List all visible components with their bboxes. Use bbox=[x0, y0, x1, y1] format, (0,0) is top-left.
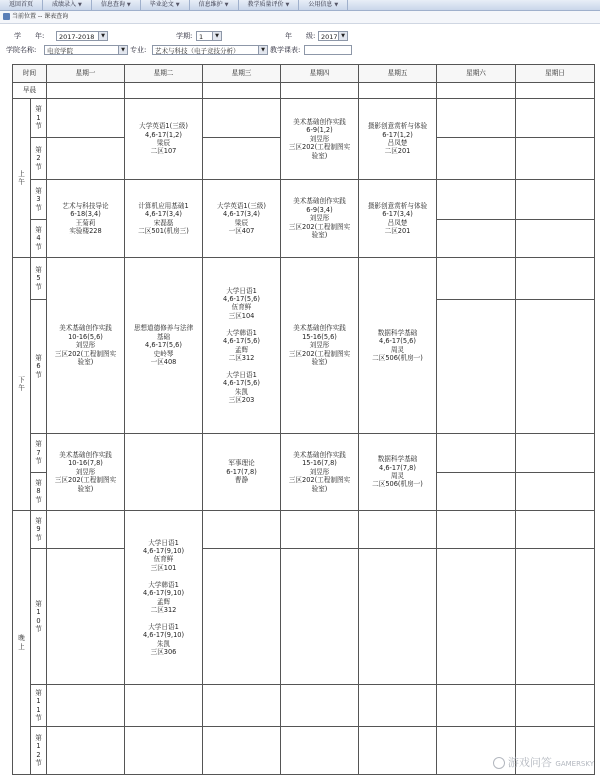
slot-2: 第 2 节 bbox=[31, 138, 47, 180]
morning-early-row bbox=[13, 83, 595, 99]
course-line: 一区408 bbox=[150, 358, 177, 367]
course-line: 三区202(工程制图实 bbox=[288, 143, 351, 152]
course-line: 大学英语1(三级) bbox=[217, 201, 266, 210]
course-line: 王菊莉 bbox=[75, 218, 96, 227]
table-row bbox=[13, 434, 595, 473]
course-line: 4,6-17(5,6) bbox=[223, 379, 260, 388]
course-line: 二区107 bbox=[150, 147, 177, 156]
course-cell-wed-78[interactable] bbox=[203, 434, 281, 511]
course-line: 刘昱彤 bbox=[309, 341, 330, 350]
course-cell-fri-34[interactable] bbox=[359, 180, 437, 258]
course-line: 实验楼228 bbox=[69, 226, 102, 235]
course-cell-fri-56[interactable] bbox=[359, 258, 437, 434]
course-line: 二区506(机房一) bbox=[372, 480, 423, 489]
course-line: 二区501(机房三) bbox=[138, 226, 189, 235]
course-line: 6-9(3,4) bbox=[306, 205, 333, 214]
course-line: 4,6-17(5,6) bbox=[379, 337, 416, 346]
course-cell-thu-78[interactable] bbox=[281, 434, 359, 511]
course-line: 大学日语1 bbox=[148, 622, 179, 631]
course-line: 曹静 bbox=[234, 476, 249, 485]
chevron-down-icon: ▼ bbox=[98, 32, 107, 40]
course-line bbox=[203, 362, 280, 370]
course-line: 4,6-17(3,4) bbox=[145, 210, 182, 219]
slot-9: 第 9 节 bbox=[31, 511, 47, 549]
course-line: 4,6-17(5,6) bbox=[223, 295, 260, 304]
course-line: 二区201 bbox=[384, 147, 411, 156]
course-line: 6-17(3,4) bbox=[382, 210, 413, 219]
slot-5: 第 5 节 bbox=[31, 258, 47, 300]
class-schedule-label: 教学课表: bbox=[270, 46, 301, 54]
chevron-down-icon: ▼ bbox=[224, 2, 229, 8]
course-cell-thu-56[interactable] bbox=[281, 258, 359, 434]
course-line: 美术基础创作实践 bbox=[293, 450, 346, 459]
course-line: 刘昱彤 bbox=[75, 467, 96, 476]
grade-label: 年 级: bbox=[285, 32, 316, 40]
menu-item-grade-entry[interactable]: 成绩录入 ▼ bbox=[43, 0, 92, 10]
course-line: 周灵 bbox=[390, 345, 405, 354]
course-cell-thu-12[interactable] bbox=[281, 99, 359, 180]
watermark: 游戏问答 GAMERSKY bbox=[493, 754, 594, 770]
course-line: 美术基础创作实践 bbox=[293, 197, 346, 206]
menu-item-info-query[interactable]: 信息查询 ▼ bbox=[92, 0, 141, 10]
slot-4: 第 4 节 bbox=[31, 220, 47, 258]
course-line: 验室) bbox=[311, 484, 328, 493]
year-select[interactable]: 2017-2018 ▼ bbox=[56, 31, 108, 41]
class-schedule-input[interactable] bbox=[304, 45, 352, 55]
course-line: 美术基础创作实践 bbox=[293, 117, 346, 126]
year-label: 学 年: bbox=[14, 32, 45, 40]
home-icon bbox=[3, 13, 10, 20]
course-line: 4,6-17(1,2) bbox=[145, 130, 182, 139]
course-line: 吕凤楚 bbox=[387, 139, 408, 147]
course-cell-mon-34[interactable] bbox=[47, 180, 125, 258]
table-row bbox=[13, 549, 595, 685]
slot-12: 第 1 2 节 bbox=[31, 727, 47, 775]
college-label: 学院名称: bbox=[6, 46, 37, 54]
course-line: 数据科学基础 bbox=[377, 328, 418, 337]
course-line: 验室) bbox=[77, 358, 94, 367]
course-line: 三区306 bbox=[150, 647, 177, 656]
course-line: 刘昱彤 bbox=[309, 467, 330, 476]
header-thu: 星期四 bbox=[281, 65, 359, 83]
course-line: 10-16(7,8) bbox=[68, 459, 103, 468]
header-wed: 星期三 bbox=[203, 65, 281, 83]
course-line: 刘昱彤 bbox=[309, 214, 330, 223]
course-line: 梁辰 bbox=[156, 139, 171, 147]
course-cell-mon-56[interactable] bbox=[47, 258, 125, 434]
course-line: 伍育鲜 bbox=[153, 555, 174, 564]
course-line: 数据科学基础 bbox=[377, 455, 418, 464]
header-sat: 星期六 bbox=[437, 65, 516, 83]
course-line: 孟辉 bbox=[156, 597, 171, 606]
breadcrumb-text: 当前位置 -- 课表查询 bbox=[12, 13, 69, 20]
course-line: 二区506(机房一) bbox=[372, 353, 423, 362]
course-cell-mon-78[interactable] bbox=[47, 434, 125, 511]
course-cell-tue-56[interactable] bbox=[125, 258, 203, 434]
menu-item-public-info[interactable]: 公用信息 ▼ bbox=[299, 0, 348, 10]
course-cell-wed-34[interactable] bbox=[203, 180, 281, 258]
course-line: 刘昱彤 bbox=[309, 134, 330, 143]
slot-10: 第 1 0 节 bbox=[31, 549, 47, 685]
term-select[interactable]: 1 ▼ bbox=[196, 31, 222, 41]
course-line: 周灵 bbox=[390, 472, 405, 480]
grade-select[interactable]: 2017 ▼ bbox=[318, 31, 348, 41]
course-line: 验室) bbox=[77, 484, 94, 493]
course-line: 三区202(工程制图实 bbox=[54, 349, 117, 358]
course-cell-fri-12[interactable] bbox=[359, 99, 437, 180]
major-select[interactable]: 艺术与科技（电子竞技分析） ▼ bbox=[152, 45, 268, 55]
course-line: 军事理论 bbox=[228, 459, 255, 468]
course-line: 三区104 bbox=[228, 311, 255, 320]
course-line: 4,6-17(5,6) bbox=[145, 341, 182, 350]
college-select[interactable]: 电竞学院 ▼ bbox=[44, 45, 128, 55]
course-line: 大学韩语1 bbox=[226, 328, 257, 337]
course-line: 验室) bbox=[311, 231, 328, 240]
course-line bbox=[125, 572, 202, 580]
slot-1: 第 1 节 bbox=[31, 99, 47, 138]
course-line: 6-18(3,4) bbox=[70, 210, 101, 219]
course-line: 三区203 bbox=[228, 395, 255, 404]
course-cell-tue-34[interactable] bbox=[125, 180, 203, 258]
course-line: 15-16(7,8) bbox=[302, 459, 337, 468]
course-cell-tue-12[interactable] bbox=[125, 99, 203, 180]
course-line: 艺术与科技导论 bbox=[62, 201, 109, 210]
period-afternoon: 下 午 bbox=[13, 258, 31, 511]
watermark-logo-icon bbox=[493, 757, 505, 769]
course-line: 二区201 bbox=[384, 226, 411, 235]
course-line: 三区101 bbox=[150, 563, 177, 572]
chevron-down-icon: ▼ bbox=[78, 2, 82, 8]
chevron-down-icon: ▼ bbox=[334, 2, 339, 8]
chevron-down-icon: ▼ bbox=[285, 2, 290, 8]
chevron-down-icon: ▼ bbox=[126, 2, 131, 8]
course-line: 美术基础创作实践 bbox=[59, 324, 112, 333]
course-line: 6-9(1,2) bbox=[306, 126, 333, 135]
course-line: 三区202(工程制图实 bbox=[288, 476, 351, 485]
header-row bbox=[13, 65, 595, 83]
course-line: 思想道德修养与法律 bbox=[133, 324, 194, 333]
course-line: 4,6-17(3,4) bbox=[223, 210, 260, 219]
header-mon: 星期一 bbox=[47, 65, 125, 83]
course-line: 一区407 bbox=[228, 226, 255, 235]
slot-3: 第 3 节 bbox=[31, 180, 47, 220]
course-line: 大学日语1 bbox=[148, 538, 179, 547]
table-row bbox=[13, 258, 595, 300]
course-line: 4,6-17(7,8) bbox=[379, 463, 416, 472]
course-line: 二区312 bbox=[228, 353, 255, 362]
menu-item-home[interactable]: 返回首页 bbox=[0, 0, 43, 10]
course-cell-wed-56[interactable] bbox=[203, 258, 281, 434]
course-line: 史岭琴 bbox=[153, 349, 174, 358]
course-line: 6-17(7,8) bbox=[226, 467, 257, 476]
course-line: 三区202(工程制图实 bbox=[288, 349, 351, 358]
slot-6: 第 6 节 bbox=[31, 300, 47, 434]
header-time: 时间 bbox=[13, 65, 47, 83]
chevron-down-icon: ▼ bbox=[175, 2, 180, 8]
chevron-down-icon: ▼ bbox=[118, 46, 127, 54]
course-line: 二区312 bbox=[150, 605, 177, 614]
course-cell-thu-34[interactable] bbox=[281, 180, 359, 258]
table-row bbox=[13, 99, 595, 138]
course-line: 孟辉 bbox=[234, 345, 249, 354]
course-line bbox=[203, 320, 280, 328]
course-line: 大学韩语1 bbox=[148, 580, 179, 589]
course-line: 三区202(工程制图实 bbox=[288, 222, 351, 231]
course-line: 验室) bbox=[311, 151, 328, 160]
table-row bbox=[13, 180, 595, 220]
course-line: 10-16(5,6) bbox=[68, 332, 103, 341]
slot-7: 第 7 节 bbox=[31, 434, 47, 473]
course-line: 6-17(1,2) bbox=[382, 130, 413, 139]
course-line: 验室) bbox=[311, 358, 328, 367]
course-line: 15-16(5,6) bbox=[302, 332, 337, 341]
filter-row-1 bbox=[0, 28, 600, 44]
course-line: 梁辰 bbox=[234, 218, 249, 227]
course-line: 大学日语1 bbox=[226, 370, 257, 379]
course-line: 朱凯 bbox=[234, 387, 249, 396]
menu-item-thesis[interactable]: 毕业论文 ▼ bbox=[141, 0, 190, 10]
header-tue: 星期二 bbox=[125, 65, 203, 83]
course-line: 4,6-17(9,10) bbox=[142, 631, 185, 640]
slot-8: 第 8 节 bbox=[31, 473, 47, 511]
period-evening: 晚 上 bbox=[13, 511, 31, 775]
course-line: 美术基础创作实践 bbox=[59, 450, 112, 459]
chevron-down-icon: ▼ bbox=[258, 46, 267, 54]
course-line: 摄影创意赏析与体验 bbox=[367, 122, 428, 131]
course-line: 三区202(工程制图实 bbox=[54, 476, 117, 485]
table-row bbox=[13, 511, 595, 549]
course-line: 大学英语1(三级) bbox=[139, 122, 188, 131]
course-line: 基础 bbox=[156, 332, 171, 341]
term-label: 学期: bbox=[176, 32, 193, 40]
filter-row-2 bbox=[0, 43, 600, 57]
course-line: 美术基础创作实践 bbox=[293, 324, 346, 333]
major-label: 专业: bbox=[130, 46, 147, 54]
course-line: 4,6-17(5,6) bbox=[223, 337, 260, 346]
course-line: 4,6-17(9,10) bbox=[142, 589, 185, 598]
course-line: 朱凯 bbox=[156, 639, 171, 648]
schedule-table bbox=[12, 64, 595, 775]
menu-item-teaching-eval[interactable]: 教学质量评价 ▼ bbox=[239, 0, 300, 10]
header-sun: 星期日 bbox=[516, 65, 595, 83]
course-line: 刘昱彤 bbox=[75, 341, 96, 350]
morning-early-label: 早晨 bbox=[13, 83, 47, 99]
period-morning: 上 午 bbox=[13, 99, 31, 258]
course-line bbox=[125, 614, 202, 622]
table-row bbox=[13, 685, 595, 727]
header-fri: 星期五 bbox=[359, 65, 437, 83]
menu-item-info-maintain[interactable]: 信息维护 ▼ bbox=[190, 0, 239, 10]
course-cell-fri-78[interactable] bbox=[359, 434, 437, 511]
course-line: 大学日语1 bbox=[226, 286, 257, 295]
slot-11: 第 1 1 节 bbox=[31, 685, 47, 727]
course-line: 宋磊磊 bbox=[153, 218, 174, 227]
course-line: 摄影创意赏析与体验 bbox=[367, 201, 428, 210]
course-cell-tue-910[interactable] bbox=[125, 511, 203, 685]
course-line: 伍育鲜 bbox=[231, 303, 252, 312]
course-line: 吕凤楚 bbox=[387, 218, 408, 227]
breadcrumb bbox=[0, 11, 600, 24]
chevron-down-icon: ▼ bbox=[212, 32, 221, 40]
chevron-down-icon: ▼ bbox=[338, 32, 347, 40]
course-line: 4,6-17(9,10) bbox=[142, 547, 185, 556]
top-menu-bar bbox=[0, 0, 600, 11]
course-line: 计算机应用基础1 bbox=[138, 201, 189, 210]
